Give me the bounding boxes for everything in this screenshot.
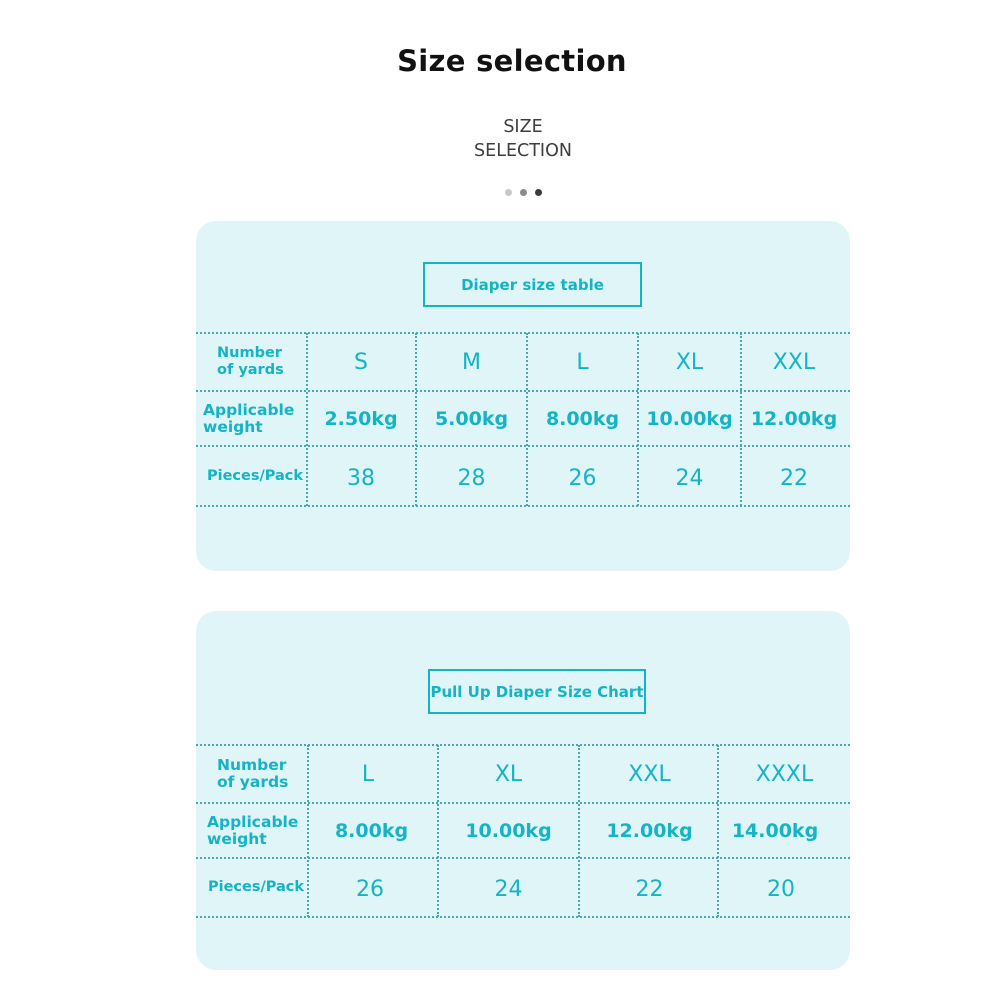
size-cell: M	[462, 349, 481, 375]
diaper-table-title: Diaper size table	[423, 262, 642, 307]
weight-cell: 10.00kg	[465, 819, 552, 842]
size-cell: XXL	[628, 761, 671, 787]
pagination-dot-active[interactable]	[535, 189, 542, 196]
size-cell: XXXL	[755, 761, 814, 787]
pieces-cell: 26	[568, 465, 597, 491]
pagination-dots	[505, 189, 542, 196]
diaper-size-card	[196, 221, 850, 571]
size-cell: L	[576, 349, 589, 375]
subtitle-line-1: SIZE	[503, 117, 543, 137]
weight-cell: 8.00kg	[545, 407, 620, 430]
pieces-cell: 22	[780, 465, 808, 491]
page-title: Size selection	[397, 44, 627, 78]
subtitle-line-2: SELECTION	[474, 141, 572, 161]
pagination-dot[interactable]	[505, 189, 512, 196]
row-label-weight: Applicable weight	[203, 400, 295, 436]
pieces-cell: 38	[347, 465, 375, 491]
pagination-dot[interactable]	[520, 189, 527, 196]
pieces-cell: 24	[494, 877, 523, 902]
row-label-sizes: Number of yards	[217, 756, 289, 791]
size-cell: L	[361, 761, 375, 787]
weight-cell: 14.00kg	[731, 819, 819, 842]
weight-cell: 2.50kg	[324, 407, 398, 430]
weight-cell: 10.00kg	[646, 407, 733, 430]
row-label-sizes: Number of yards	[217, 345, 284, 378]
pieces-cell: 26	[356, 877, 384, 902]
pieces-cell: 24	[675, 465, 704, 491]
weight-cell: 12.00kg	[606, 819, 693, 842]
weight-cell: 12.00kg	[750, 407, 838, 430]
weight-cell: 8.00kg	[334, 819, 409, 842]
pieces-cell: 22	[635, 877, 664, 902]
page-subtitle	[0, 115, 1000, 163]
pullup-table-title: Pull Up Diaper Size Chart	[428, 669, 646, 714]
size-cell: XL	[494, 761, 523, 787]
size-cell: XXL	[772, 349, 816, 375]
size-cell: S	[354, 349, 368, 375]
weight-cell: 5.00kg	[434, 407, 509, 430]
row-label-pieces: Pieces/Pack	[208, 879, 305, 895]
pieces-cell: 28	[457, 465, 486, 491]
row-label-weight: Applicable weight	[207, 812, 299, 848]
pullup-size-card	[196, 611, 850, 970]
size-cell: XL	[675, 349, 704, 375]
pieces-cell: 20	[767, 877, 795, 902]
row-label-pieces: Pieces/Pack	[207, 467, 304, 484]
